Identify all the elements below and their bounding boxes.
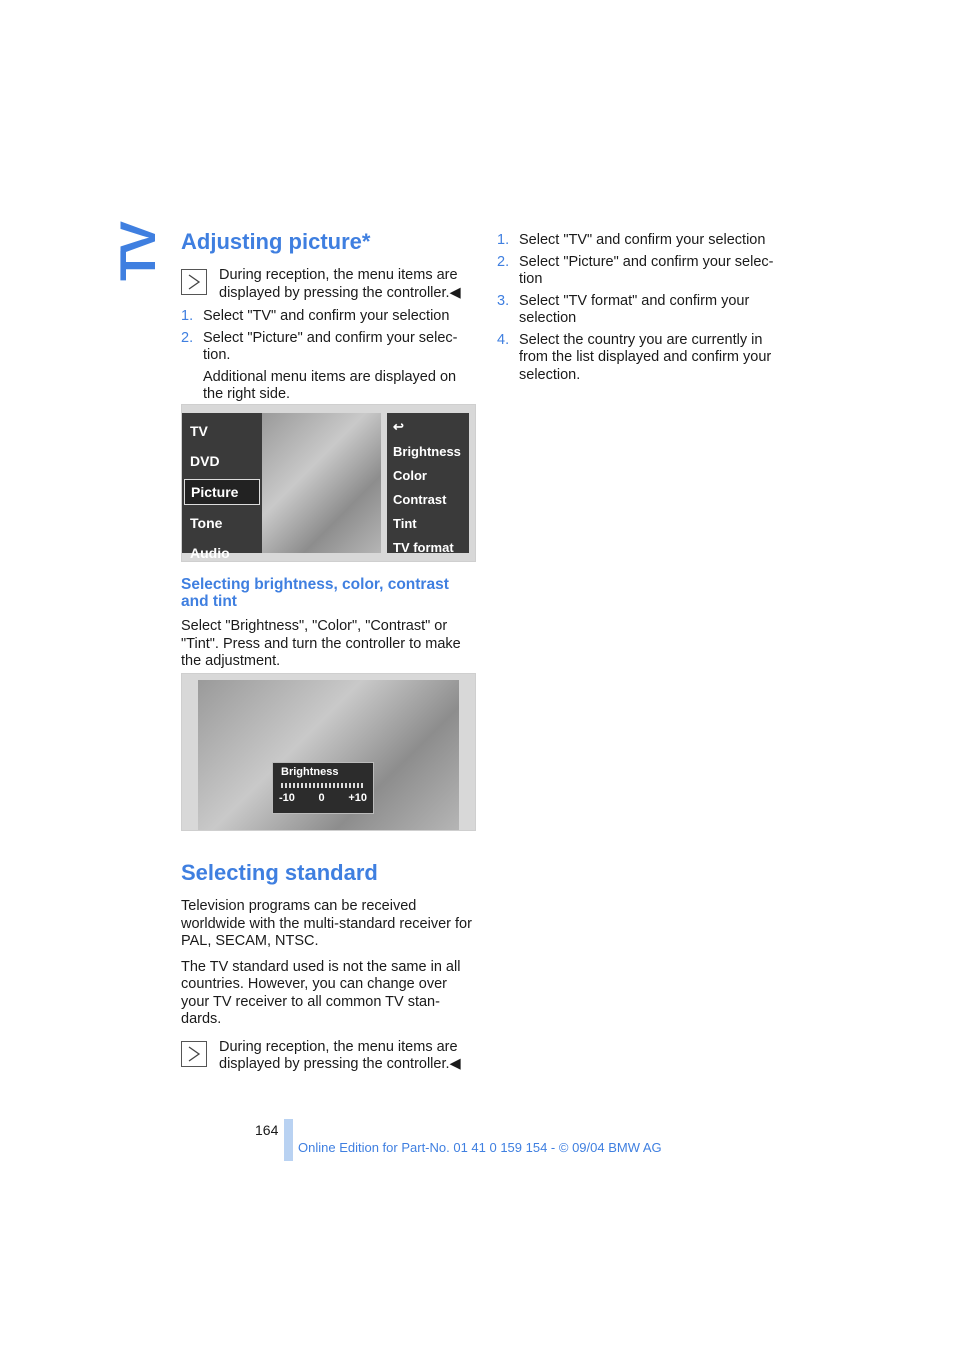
subsection (181, 576, 476, 671)
end-mark-icon: ◀ (449, 284, 461, 301)
note-block (181, 267, 476, 302)
note-arrow-icon (181, 1041, 207, 1067)
paragraph: The TV standard used is not the same in all countries. However, you can change over your TV receiver to all common TV stan-dards. (181, 958, 461, 1027)
step-list (497, 232, 792, 384)
weather-map-image (262, 413, 381, 553)
note-text: During reception, the menu items are displayed by pressing the controller. (219, 267, 458, 301)
list-item: 4. Select the country you are currently in from the list displayed and confirm your selection. (497, 331, 772, 383)
scale-labels (273, 790, 373, 806)
scale-max: +10 (348, 792, 367, 804)
step-list (181, 308, 476, 365)
right-menu (387, 413, 469, 553)
brightness-popup (272, 762, 374, 814)
end-mark-icon: ◀ (449, 1056, 461, 1072)
page-number: 164 (255, 1122, 279, 1138)
menu-item-dvd[interactable]: DVD (190, 453, 220, 469)
left-menu (182, 413, 262, 561)
menu-item-tone[interactable]: Tone (190, 515, 223, 531)
menu-item-color[interactable]: Color (393, 468, 427, 483)
footer-text: Online Edition for Part-No. 01 41 0 159 154 - © 09/04 BMW AG (298, 1140, 662, 1155)
back-icon[interactable]: ↩ (393, 419, 404, 434)
tv-menu-screenshot (181, 404, 476, 562)
list-item: 1. Select "TV" and confirm your selection (497, 232, 766, 248)
brightness-scale[interactable] (281, 783, 365, 788)
scale-mid: 0 (318, 792, 325, 804)
subsection-text: Select "Brightness", "Color", "Contrast" or "Tint". Press and turn the controller to make the adjustment. (181, 618, 461, 669)
footer-accent-bar (284, 1119, 293, 1161)
menu-item-brightness[interactable]: Brightness (393, 444, 461, 459)
list-item: 1. Select "TV" and confirm your selection (181, 308, 450, 324)
section-selecting-standard (181, 860, 476, 1074)
subsection-title: Selecting brightness, color, contrast and tint (181, 576, 449, 610)
section-title-selecting-standard: Selecting standard (181, 860, 378, 885)
section-title-adjusting-picture: Adjusting picture* (181, 229, 371, 254)
menu-item-audio[interactable]: Audio (190, 545, 230, 561)
menu-item-tv-format[interactable]: TV format (393, 540, 454, 555)
note-text: During reception, the menu items are displayed by pressing the controller. (219, 1038, 458, 1072)
menu-item-contrast[interactable]: Contrast (393, 492, 447, 507)
menu-item-tint[interactable]: Tint (393, 516, 417, 531)
menu-item-tv[interactable]: TV (190, 423, 208, 439)
left-column (181, 229, 476, 404)
scale-min: -10 (279, 792, 295, 804)
section-tab: TV (110, 225, 166, 281)
note-arrow-icon (181, 269, 207, 295)
menu-item-picture[interactable]: Picture (184, 479, 260, 505)
right-column (497, 232, 792, 388)
list-item: 3. Select "TV format" and confirm your selection (497, 292, 750, 326)
popup-title: Brightness (281, 766, 339, 778)
paragraph: Television programs can be received worldwide with the multi-standard receiver for PAL, SECAM, NTSC. (181, 898, 472, 949)
note-block (181, 1039, 476, 1074)
additional-text: Additional menu items are displayed on the right side. (203, 368, 457, 402)
brightness-screenshot (181, 673, 476, 831)
list-item: 2. Select "Picture" and confirm your selec-tion. (181, 329, 458, 363)
list-item: 2. Select "Picture" and confirm your selec-tion (497, 253, 774, 287)
